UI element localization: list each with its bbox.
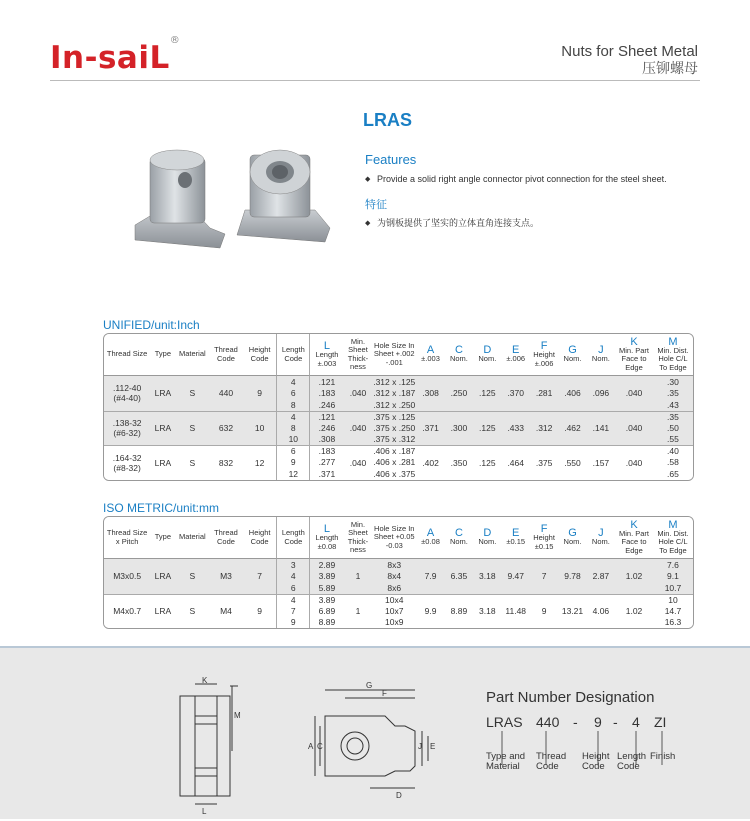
dim-f-label: F (382, 689, 387, 698)
thread-size-cell: .164-32 (#8-32) (104, 445, 150, 480)
dim-subtext: Nom. (449, 354, 468, 364)
dim-m-cell: .30 (653, 376, 693, 388)
dim-m-cell: 10.7 (653, 582, 693, 594)
length-code-cell: 12 (276, 468, 310, 480)
column-header (558, 334, 586, 376)
header-label: Height Code (248, 528, 271, 546)
min-sheet-cell: 1 (344, 594, 372, 629)
length-cell: 8.89 (310, 617, 344, 629)
unified-spec-table (103, 333, 694, 481)
dim-g-cell: .406 (558, 376, 586, 411)
dim-letter: M (668, 335, 678, 348)
features-heading: Features (365, 152, 417, 167)
column-header (209, 517, 243, 559)
header-label: Type (154, 349, 172, 359)
dim-m-cell: .35 (653, 411, 693, 423)
length-code-cell: 4 (276, 594, 310, 606)
length-cell: 2.89 (310, 559, 344, 571)
dim-subtext: Nom. (563, 354, 582, 364)
dim-m-cell: .55 (653, 434, 693, 446)
column-header (530, 334, 558, 376)
dim-e-cell: .464 (502, 445, 530, 480)
column-header (104, 517, 150, 559)
brand-logo (50, 34, 181, 76)
dim-l-label: L (202, 807, 207, 816)
dim-letter: D (483, 344, 492, 357)
column-header (615, 517, 653, 559)
dim-f-cell: 7 (530, 559, 558, 594)
dim-letter: K (630, 518, 638, 531)
code-part: 440 (536, 714, 560, 730)
code-part: 9 (594, 714, 602, 730)
designation-labels (486, 752, 706, 792)
dim-m-cell: .40 (653, 445, 693, 457)
dim-letter: M (668, 518, 678, 531)
header-label: Type (154, 532, 172, 542)
length-cell: .371 (310, 468, 344, 480)
dim-c-cell: .350 (445, 445, 473, 480)
dim-k-label: K (202, 676, 208, 685)
column-header (310, 334, 344, 376)
label-length-code: Length Code (617, 751, 647, 772)
dim-letter: D (483, 527, 492, 540)
height-code-cell: 12 (243, 445, 277, 480)
dim-j-cell: .141 (587, 411, 615, 446)
thread-size-cell: .112-40 (#4-40) (104, 376, 150, 411)
hole-size-cell: .312 x .250 (373, 399, 416, 410)
column-header (416, 517, 444, 559)
dim-g-cell: .462 (558, 411, 586, 446)
height-code-cell: 9 (243, 376, 277, 411)
dim-m-cell: .65 (653, 468, 693, 480)
dim-c-label: C (317, 742, 323, 751)
hole-size-cell: 8x4 (372, 571, 416, 583)
length-cell: 3.89 (310, 594, 344, 606)
column-header (344, 334, 372, 376)
header-label: Length Code (281, 528, 305, 546)
dim-f-cell: .375 (530, 445, 558, 480)
column-header (653, 517, 693, 559)
header-label: Thread Size (106, 349, 148, 359)
column-header (473, 334, 501, 376)
length-cell: 5.89 (310, 582, 344, 594)
table-row (104, 559, 693, 571)
dim-d-cell: 3.18 (473, 594, 501, 629)
dim-subtext: ±0.08 (421, 537, 440, 547)
type-cell: LRA (150, 445, 175, 480)
dim-subtext: Nom. (563, 537, 582, 547)
hole-size-cell: 10x9 (372, 617, 416, 629)
thread-code-cell: 832 (209, 445, 243, 480)
height-code-cell: 10 (243, 411, 277, 446)
hole-size-cell: .312 x .125 (373, 376, 416, 387)
dim-letter: J (598, 344, 604, 357)
length-cell: .121 (310, 376, 344, 388)
dim-g-cell: 13.21 (558, 594, 586, 629)
type-cell: LRA (150, 594, 175, 629)
dim-letter: L (323, 523, 331, 535)
column-header (587, 517, 615, 559)
column-header (372, 334, 416, 376)
column-header (176, 334, 210, 376)
length-code-cell: 3 (276, 559, 310, 571)
feature-item-cn: ◆ 为钢板提供了坚实的立体直角连接支点。 (365, 217, 695, 230)
length-cell: .183 (310, 445, 344, 457)
material-cell: S (176, 411, 210, 446)
thread-code-cell: 632 (209, 411, 243, 446)
dim-e-cell: 11.48 (502, 594, 530, 629)
thread-code-cell: M3 (209, 559, 243, 594)
thread-size-cell: M3x0.5 (104, 559, 150, 594)
dim-subtext: ±.006 (506, 354, 526, 364)
dim-a-cell: .402 (416, 445, 444, 480)
thread-size-cell: .138-32 (#6-32) (104, 411, 150, 446)
length-cell: 3.89 (310, 571, 344, 583)
hole-size-cell: 8x6 (372, 582, 416, 594)
length-cell: .246 (310, 422, 344, 434)
hole-size-cell: .375 x .250 (373, 422, 416, 433)
side-view-drawing (170, 676, 260, 821)
label-type-material: Type and Material (486, 751, 526, 772)
length-code-cell: 4 (276, 411, 310, 423)
code-part: - (573, 714, 578, 730)
dim-m-cell: 14.7 (653, 605, 693, 617)
material-cell: S (176, 559, 210, 594)
hole-size-cell: .375 x .125 (373, 411, 416, 422)
column-header (372, 517, 416, 559)
hole-size-cell: 10x4 (372, 594, 416, 606)
column-header (209, 334, 243, 376)
logo-text: In-saiL (50, 40, 170, 76)
metric-spec-table (103, 516, 694, 629)
length-code-cell: 10 (276, 434, 310, 446)
type-cell: LRA (150, 411, 175, 446)
dim-letter: K (630, 335, 638, 348)
hole-size-cell: .375 x .312 (373, 434, 416, 445)
dim-letter: A (426, 527, 435, 540)
length-cell: .277 (310, 457, 344, 469)
column-header (445, 517, 473, 559)
dim-f-cell: 9 (530, 594, 558, 629)
column-header (587, 334, 615, 376)
table-header-row (104, 334, 693, 376)
dim-subtext: Nom. (591, 537, 610, 547)
header-divider (50, 80, 700, 81)
column-header (558, 517, 586, 559)
top-view-drawing (300, 676, 440, 806)
length-code-cell: 6 (276, 582, 310, 594)
dim-e-cell: 9.47 (502, 559, 530, 594)
header-label: Thread Code (214, 528, 238, 546)
column-header (615, 334, 653, 376)
thread-code-cell: 440 (209, 376, 243, 411)
length-code-cell: 4 (276, 571, 310, 583)
dim-a-label: A (308, 742, 314, 751)
header-label: Material (178, 349, 206, 359)
dim-m-cell: .50 (653, 422, 693, 434)
code-part: LRAS (486, 714, 523, 730)
length-code-cell: 6 (276, 445, 310, 457)
dim-subtext: Nom. (449, 537, 468, 547)
dim-j-cell: .157 (587, 445, 615, 480)
header-label: Thread Size x Pitch (106, 528, 148, 546)
header-label: Material (178, 532, 206, 542)
column-header (530, 517, 558, 559)
column-header (344, 517, 372, 559)
code-part: ZI (654, 714, 667, 730)
dim-m-cell: .58 (653, 457, 693, 469)
product-code: LRAS (363, 110, 412, 130)
label-height-code: Height Code (582, 751, 610, 772)
dim-e-cell: .433 (502, 411, 530, 446)
length-cell: 6.89 (310, 605, 344, 617)
min-sheet-cell: .040 (344, 445, 372, 480)
hole-size-cell: .312 x .187 (373, 388, 416, 399)
dim-subtext: Min. Dist. Hole C/L To Edge (657, 528, 689, 555)
dim-g-label: G (366, 681, 373, 690)
dim-letter: J (598, 527, 604, 540)
dim-m-cell: 9.1 (653, 571, 693, 583)
dim-subtext: Nom. (478, 354, 497, 364)
dim-g-cell: 9.78 (558, 559, 586, 594)
dim-letter: E (512, 527, 520, 540)
dim-letter: G (568, 527, 577, 540)
dim-k-cell: .040 (615, 445, 653, 480)
dim-j-cell: 2.87 (587, 559, 615, 594)
dim-k-cell: .040 (615, 411, 653, 446)
header-label: Thread Code (214, 345, 238, 363)
column-header (243, 334, 277, 376)
column-header (104, 334, 150, 376)
column-header (243, 517, 277, 559)
length-code-cell: 9 (276, 457, 310, 469)
part-number-designation (486, 689, 706, 792)
features-heading-cn: 特征 (365, 199, 387, 211)
thread-code-cell: M4 (209, 594, 243, 629)
header-label: Hole Size In Sheet +.002 -.001 (373, 340, 415, 367)
table-row (104, 445, 693, 457)
dim-m-cell: 7.6 (653, 559, 693, 571)
dim-a-cell: 9.9 (416, 594, 444, 629)
material-cell: S (176, 594, 210, 629)
dim-subtext: Min. Part Face to Edge (619, 345, 650, 372)
dim-letter: G (568, 344, 577, 357)
registered-mark: ® (169, 34, 181, 46)
dim-subtext: Height ±0.15 (533, 533, 555, 551)
code-part: - (613, 714, 618, 730)
min-sheet-cell: .040 (344, 376, 372, 411)
height-code-cell: 7 (243, 559, 277, 594)
table-header-row (104, 517, 693, 559)
dim-k-cell: 1.02 (615, 594, 653, 629)
label-thread-code: Thread Code (536, 751, 567, 772)
length-code-cell: 6 (276, 388, 310, 400)
code-part: 4 (632, 714, 640, 730)
dim-e-cell: .370 (502, 376, 530, 411)
dim-k-cell: .040 (615, 376, 653, 411)
dim-c-cell: 8.89 (445, 594, 473, 629)
dim-letter: L (323, 340, 331, 352)
table-row (104, 376, 693, 388)
hole-size-cell: .406 x .187 (373, 446, 416, 457)
dim-letter: F (540, 340, 548, 352)
dim-subtext: Min. Part Face to Edge (619, 528, 650, 555)
dim-subtext: Nom. (591, 354, 610, 364)
header-label: Min. Sheet Thick-ness (347, 336, 369, 371)
column-header (473, 517, 501, 559)
dim-c-cell: .250 (445, 376, 473, 411)
table-row (104, 594, 693, 606)
column-header (502, 517, 530, 559)
type-cell: LRA (150, 559, 175, 594)
metric-section-title: ISO METRIC/unit:mm (103, 501, 220, 515)
dim-m-cell: .35 (653, 388, 693, 400)
length-cell: .121 (310, 411, 344, 423)
length-code-cell: 8 (276, 399, 310, 411)
dim-m-label: M (234, 711, 241, 720)
dim-d-cell: .125 (473, 445, 501, 480)
catalog-title-cn: 压铆螺母 (642, 60, 698, 76)
length-code-cell: 4 (276, 376, 310, 388)
header-label: Length Code (281, 345, 305, 363)
min-sheet-cell: 1 (344, 559, 372, 594)
dim-subtext: ±.003 (421, 354, 440, 364)
column-header (416, 334, 444, 376)
hole-size-cell: .406 x .281 (373, 457, 416, 468)
length-cell: .183 (310, 388, 344, 400)
dim-f-cell: .281 (530, 376, 558, 411)
label-finish: Finish (650, 751, 676, 762)
dim-letter: F (540, 523, 548, 535)
dim-k-cell: 1.02 (615, 559, 653, 594)
hole-size-cell: 10x7 (372, 605, 416, 617)
dim-d-cell: .125 (473, 411, 501, 446)
header-label: Height Code (248, 345, 271, 363)
hole-size-cell: .406 x .375 (373, 468, 416, 479)
table-row (104, 411, 693, 423)
material-cell: S (176, 376, 210, 411)
dim-m-cell: 16.3 (653, 617, 693, 629)
length-code-cell: 7 (276, 605, 310, 617)
column-header (276, 334, 310, 376)
dim-a-cell: 7.9 (416, 559, 444, 594)
column-header (502, 334, 530, 376)
dim-j-label: J (418, 742, 422, 751)
unified-section-title: UNIFIED/unit:Inch (103, 318, 200, 332)
dim-g-cell: .550 (558, 445, 586, 480)
hole-size-cell: 8x3 (372, 559, 416, 571)
catalog-header (561, 43, 698, 76)
dim-c-cell: .300 (445, 411, 473, 446)
column-header (276, 517, 310, 559)
column-header (653, 334, 693, 376)
header-label: Hole Size In Sheet +0.05 -0.03 (373, 523, 415, 550)
type-cell: LRA (150, 376, 175, 411)
dim-j-cell: 4.06 (587, 594, 615, 629)
dim-letter: A (426, 344, 435, 357)
min-sheet-cell: .040 (344, 411, 372, 446)
dim-letter: E (512, 344, 520, 357)
dim-subtext: Length ±.003 (315, 350, 339, 368)
dim-subtext: Length ±0.08 (315, 533, 339, 551)
dim-subtext: ±0.15 (506, 537, 526, 547)
dim-d-cell: .125 (473, 376, 501, 411)
dim-a-cell: .371 (416, 411, 444, 446)
height-code-cell: 9 (243, 594, 277, 629)
dim-c-cell: 6.35 (445, 559, 473, 594)
length-code-cell: 9 (276, 617, 310, 629)
column-header (176, 517, 210, 559)
dim-letter: C (454, 344, 463, 357)
dim-e-label: E (430, 742, 436, 751)
dim-m-cell: 10 (653, 594, 693, 606)
dim-subtext: Min. Dist. Hole C/L To Edge (657, 345, 689, 372)
column-header (150, 334, 175, 376)
dim-d-label: D (396, 791, 402, 800)
dim-subtext: Nom. (478, 537, 497, 547)
column-header (310, 517, 344, 559)
dim-f-cell: .312 (530, 411, 558, 446)
part-number-title: Part Number Designation (486, 689, 655, 706)
column-header (445, 334, 473, 376)
catalog-title-en: Nuts for Sheet Metal (561, 43, 698, 60)
dim-j-cell: .096 (587, 376, 615, 411)
dim-letter: C (454, 527, 463, 540)
header-label: Min. Sheet Thick-ness (347, 519, 369, 554)
length-cell: .246 (310, 399, 344, 411)
material-cell: S (176, 445, 210, 480)
thread-size-cell: M4x0.7 (104, 594, 150, 629)
features-section (365, 152, 695, 230)
column-header (150, 517, 175, 559)
length-cell: .308 (310, 434, 344, 446)
feature-item: ◆ Provide a solid right angle connector pivot connection for the steel sheet. (365, 173, 695, 186)
dim-d-cell: 3.18 (473, 559, 501, 594)
product-photo (125, 140, 335, 255)
length-code-cell: 8 (276, 422, 310, 434)
dim-a-cell: .308 (416, 376, 444, 411)
dim-m-cell: .43 (653, 399, 693, 411)
dim-subtext: Height ±.006 (533, 350, 555, 368)
